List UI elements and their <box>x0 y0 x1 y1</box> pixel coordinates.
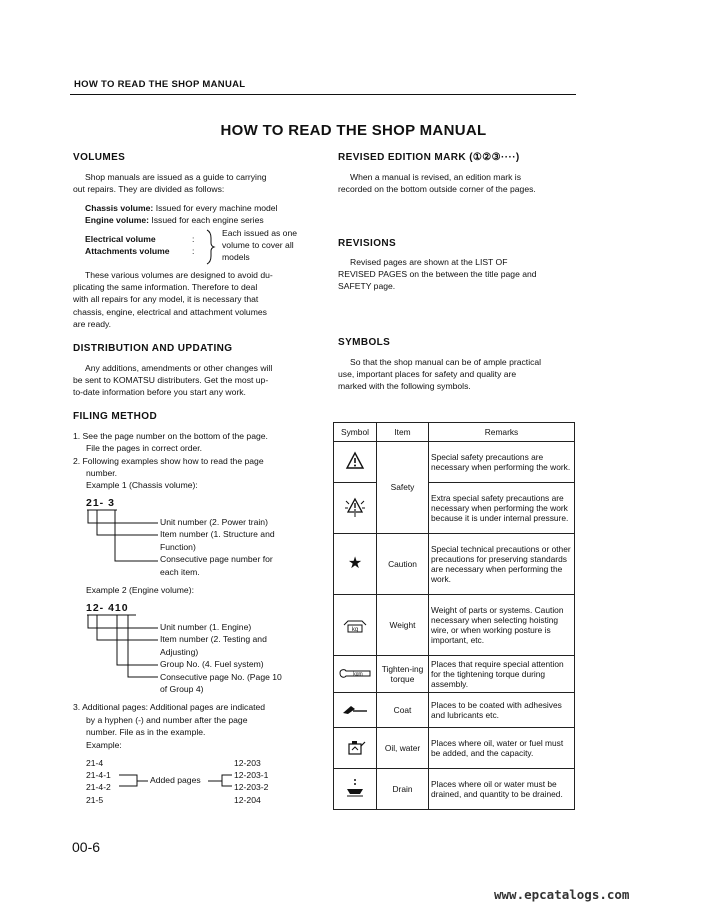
revisions-para-line: Revised pages are shown at the LIST OF <box>350 257 508 267</box>
engine-volume-text: Issued for each engine series <box>151 215 264 225</box>
volumes-heading: VOLUMES <box>73 152 126 163</box>
filing-item-line: number. <box>86 468 118 479</box>
remarks-cell: Places to be coated with adhesives and lubricants etc. <box>429 693 575 728</box>
bracket-right <box>222 775 232 786</box>
filing-heading: FILING METHOD <box>73 411 158 422</box>
item-column-header: Item <box>377 423 429 442</box>
page-title: HOW TO READ THE SHOP MANUAL <box>220 122 487 139</box>
brace-text-line: volume to cover all <box>222 240 294 250</box>
revisions-paragraph <box>338 256 573 293</box>
colon: : <box>192 234 195 244</box>
example-note: Function) <box>160 541 196 552</box>
example-note: Unit number (1. Engine) <box>160 622 252 632</box>
volumes-para-line: plicating the same information. Therefore to deal <box>73 282 258 293</box>
page-number-example: 12-203-2 <box>234 782 269 793</box>
distribution-para-line: to-date information before you start any work. <box>73 387 246 398</box>
electrical-volume-label: Electrical volume <box>85 234 156 244</box>
example-note: Item number (1. Structure and <box>160 529 275 540</box>
volumes-para-line: are ready. <box>73 318 112 329</box>
connector-line <box>88 510 158 523</box>
symbols-heading: SYMBOLS <box>338 337 391 348</box>
symbols-para-line: So that the shop manual can be of ample practical <box>350 357 542 367</box>
symbols-para-line: marked with the following symbols. <box>338 381 471 392</box>
volumes-para-line: with all repairs for any model, it is necessary that <box>73 294 259 305</box>
remarks-cell: Weight of parts or systems. Caution necessary when selecting hoisting wire, or when working posture is important, etc. <box>429 595 575 656</box>
example-note: Item number (2. Testing and <box>160 634 267 645</box>
revised-edition-paragraph <box>338 171 573 195</box>
revised-para-line: recorded on the bottom outside corner of the pages. <box>338 184 536 195</box>
revisions-para-line: REVISED PAGES on the between the title page and <box>338 269 537 280</box>
running-header: HOW TO READ THE SHOP MANUAL <box>74 79 246 90</box>
filing-item-line: File the pages in correct order. <box>86 443 203 454</box>
table-row <box>334 728 575 769</box>
item-cell: Weight <box>377 595 429 656</box>
filing-item-line: Example: <box>86 739 122 750</box>
filing-item-line: by a hyphen (-) and number after the page <box>86 714 248 725</box>
remarks-cell: Places where oil or water must be drained, and quantity to be drained. <box>429 769 575 810</box>
remarks-cell: Special technical precautions or other precautions for preserving standards are necessary when performing the work. <box>429 534 575 595</box>
distribution-heading: DISTRIBUTION AND UPDATING <box>73 343 233 354</box>
example-note: Adjusting) <box>160 646 199 657</box>
weight-kg-icon <box>334 595 377 656</box>
item-cell: Safety <box>377 442 429 534</box>
distribution-para-line: be sent to KOMATSU distributers. Get the most up- <box>73 375 269 386</box>
table-row <box>334 693 575 728</box>
filing-item-line: 3. Additional pages: Additional pages are indicated <box>73 702 266 712</box>
brace-shape <box>207 230 214 264</box>
brace-text-line: Each issued as one <box>222 228 298 238</box>
revised-para-line: When a manual is revised, an edition mark is <box>350 172 521 182</box>
page-number-example: 21-4-2 <box>86 782 111 793</box>
engine-volume-label: Engine volume: <box>85 215 149 225</box>
watermark: www.epcatalogs.com <box>494 887 630 902</box>
volumes-intro-line: Shop manuals are issued as a guide to carrying <box>85 172 267 182</box>
page-number: 00-6 <box>72 839 101 855</box>
example-note: Group No. (4. Fuel system) <box>160 659 264 670</box>
table-row <box>334 595 575 656</box>
item-cell: Drain <box>377 769 429 810</box>
page-number-example: 21-5 <box>86 794 104 805</box>
kgm-label: kgm <box>353 671 363 678</box>
drain-icon <box>334 769 377 810</box>
brace-text-line: models <box>222 252 250 262</box>
filing-item-line: 2. Following examples show how to read the page <box>73 456 264 466</box>
table-header-row <box>334 423 575 442</box>
remarks-cell: Special safety precautions are necessary when performing the work. <box>429 442 575 483</box>
connector-line <box>88 615 158 628</box>
page-number-example: 12-204 <box>234 794 261 805</box>
example-1-code: 21- 3 <box>86 497 115 509</box>
example-note: Unit number (2. Power train) <box>160 517 268 527</box>
symbol-column-header: Symbol <box>334 423 377 442</box>
star-icon: ★ <box>334 534 377 595</box>
distribution-para-line: Any additions, amendments or other changes will <box>85 363 273 373</box>
example-note: of Group 4) <box>160 684 204 695</box>
chassis-volume-text: Issued for every machine model <box>155 203 278 213</box>
table-row <box>334 769 575 810</box>
table-row <box>334 534 575 595</box>
filing-item-line: number. File as in the example. <box>86 727 206 738</box>
remarks-cell: Places where oil, water or fuel must be added, and the capacity. <box>429 728 575 769</box>
remarks-column-header: Remarks <box>429 423 575 442</box>
revisions-para-line: SAFETY page. <box>338 281 396 292</box>
example-2-code: 12- 410 <box>86 602 129 614</box>
revisions-heading: REVISIONS <box>338 238 397 249</box>
torque-wrench-icon <box>334 656 377 693</box>
item-cell: Tighten-ing torque <box>377 656 429 693</box>
example-note: Consecutive page number for <box>160 554 273 565</box>
oil-can-icon <box>334 728 377 769</box>
filing-item-line: 1. See the page number on the bottom of the page. <box>73 431 268 441</box>
symbols-table <box>333 422 575 810</box>
volumes-para-line: These various volumes are designed to avoid du- <box>85 270 273 280</box>
bracket-left <box>119 775 137 786</box>
page-number-example: 21-4-1 <box>86 770 111 781</box>
symbols-para-line: use, important places for safety and quality are <box>338 369 517 380</box>
attachments-volume-label: Attachments volume <box>85 246 170 256</box>
table-row <box>334 483 575 534</box>
remarks-cell: Extra special safety precautions are necessary when performing the work because it is under internal pressure. <box>429 483 575 534</box>
page-number-example: 21-4 <box>86 758 104 768</box>
volumes-para-line: chassis, engine, electrical and attachment volumes <box>73 306 267 317</box>
example-1-label: Example 1 (Chassis volume): <box>86 480 198 490</box>
extra-safety-icon <box>334 483 377 534</box>
example-note: Consecutive page No. (Page 10 <box>160 671 282 682</box>
connector-line <box>128 615 158 677</box>
coat-brush-icon <box>334 693 377 728</box>
table-row <box>334 442 575 483</box>
example-note: each item. <box>160 566 200 577</box>
page-number-example: 12-203 <box>234 758 261 768</box>
item-cell: Caution <box>377 534 429 595</box>
kg-label: kg <box>351 626 359 633</box>
chassis-volume-label: Chassis volume: <box>85 203 154 213</box>
item-cell: Oil, water <box>377 728 429 769</box>
example-2-label: Example 2 (Engine volume): <box>86 585 194 595</box>
table-row <box>334 656 575 693</box>
revised-edition-heading: REVISED EDITION MARK (①②③····) <box>338 152 520 163</box>
safety-warning-icon <box>334 442 377 483</box>
remarks-cell: Places that require special attention for the tightening torque during assembly. <box>429 656 575 693</box>
added-pages-label: Added pages <box>150 775 201 785</box>
symbols-paragraph <box>338 356 573 393</box>
colon: : <box>192 246 195 256</box>
volumes-intro-line: out repairs. They are divided as follows: <box>73 184 225 195</box>
page-number-example: 12-203-1 <box>234 770 269 781</box>
item-cell: Coat <box>377 693 429 728</box>
